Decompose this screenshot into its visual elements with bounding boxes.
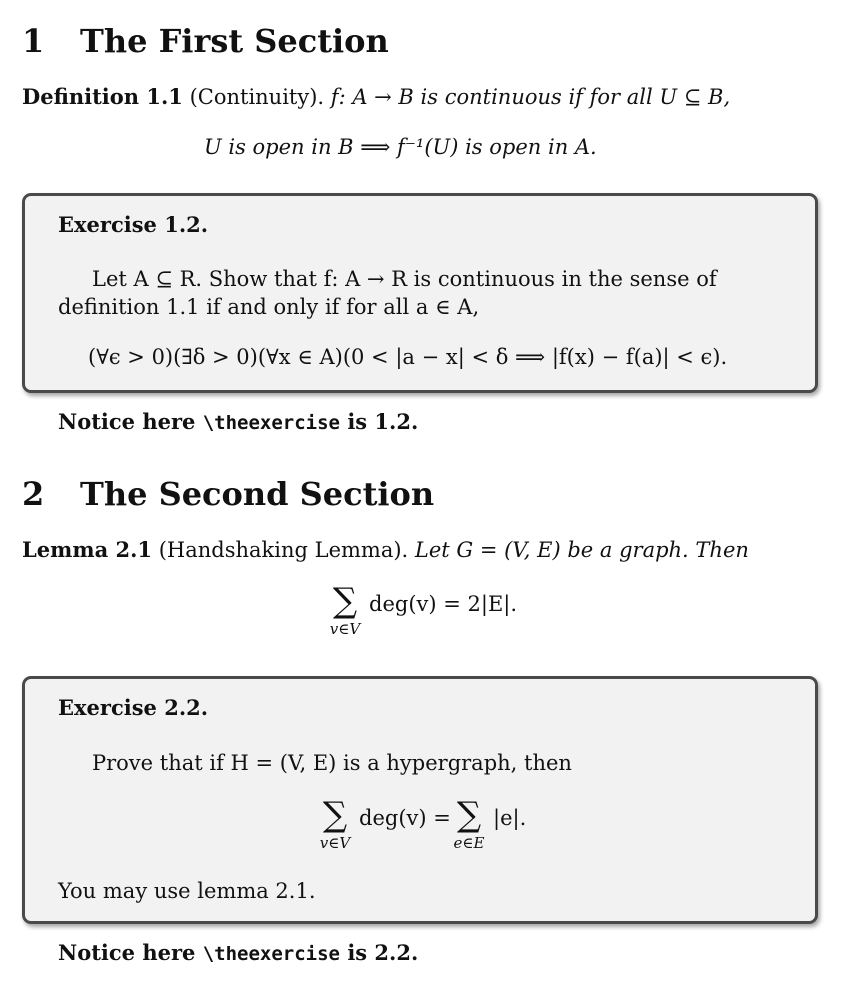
exercise-text-line-3: Prove that if H = (V, E) is a hypergraph, then xyxy=(92,751,572,775)
lemma-label: Lemma 2.1 xyxy=(22,537,153,562)
notice-suffix: is 1.2. xyxy=(347,409,419,434)
exercise-heading-2: Exercise 2.2. xyxy=(58,695,209,720)
notice-suffix: is 2.2. xyxy=(347,940,419,965)
exercise-sum-operator-1 xyxy=(312,795,358,852)
sigma-symbol: ∑ xyxy=(456,795,482,835)
notice-prefix: Notice here xyxy=(58,409,196,434)
exercise-sum-body-1: deg(v) = xyxy=(359,806,451,830)
lemma-sum-operator xyxy=(322,581,368,638)
sigma-symbol: ∑ xyxy=(332,581,358,621)
exercise-text: Let A ⊆ R. Show that f: A → R is continuous in the sense of xyxy=(92,267,717,291)
exercise-closing: You may use lemma 2.1. xyxy=(58,879,316,903)
lemma-paragraph xyxy=(22,537,749,562)
notice-line-1 xyxy=(58,409,418,434)
notice-line-2 xyxy=(58,940,418,965)
notice-command: \theexercise xyxy=(202,412,340,434)
definition-name: (Continuity). xyxy=(189,85,325,109)
notice-command: \theexercise xyxy=(202,943,340,965)
sum-subscript: v∈V xyxy=(329,620,361,638)
exercise-sum-operator-2 xyxy=(446,795,492,852)
section-heading-1 xyxy=(22,22,622,62)
sigma-symbol: ∑ xyxy=(322,795,348,835)
exercise-text-line-2: definition 1.1 if and only if for all a ∈ A, xyxy=(58,295,480,319)
section-heading-2 xyxy=(22,475,622,515)
exercise-sum-body-2: |e|. xyxy=(493,806,527,830)
section-number: 1 xyxy=(22,22,45,60)
definition-paragraph xyxy=(22,84,730,109)
definition-label: Definition 1.1 xyxy=(22,84,183,109)
section-title: The Second Section xyxy=(80,475,435,513)
section-number: 2 xyxy=(22,475,45,513)
lemma-display-math: deg(v) = 2|E|. xyxy=(369,592,518,616)
notice-prefix: Notice here xyxy=(58,940,196,965)
definition-display-math: U is open in B ⟹ f⁻¹(U) is open in A. xyxy=(204,135,597,159)
lemma-name: (Handshaking Lemma). xyxy=(158,538,409,562)
sum-subscript: e∈E xyxy=(453,834,485,852)
exercise-text-line-1 xyxy=(92,267,717,291)
section-title: The First Section xyxy=(80,22,389,60)
definition-statement: f: A → B is continuous if for all U ⊆ B, xyxy=(330,85,731,109)
lemma-statement: Let G = (V, E) be a graph. Then xyxy=(414,538,749,562)
sum-subscript: v∈V xyxy=(319,834,351,852)
exercise-display-math-1: (∀ϵ > 0)(∃δ > 0)(∀x ∈ A)(0 < |a − x| < δ ⟹ |f(x) − f(a)| < ϵ). xyxy=(88,345,728,369)
exercise-heading-1: Exercise 1.2. xyxy=(58,212,209,237)
